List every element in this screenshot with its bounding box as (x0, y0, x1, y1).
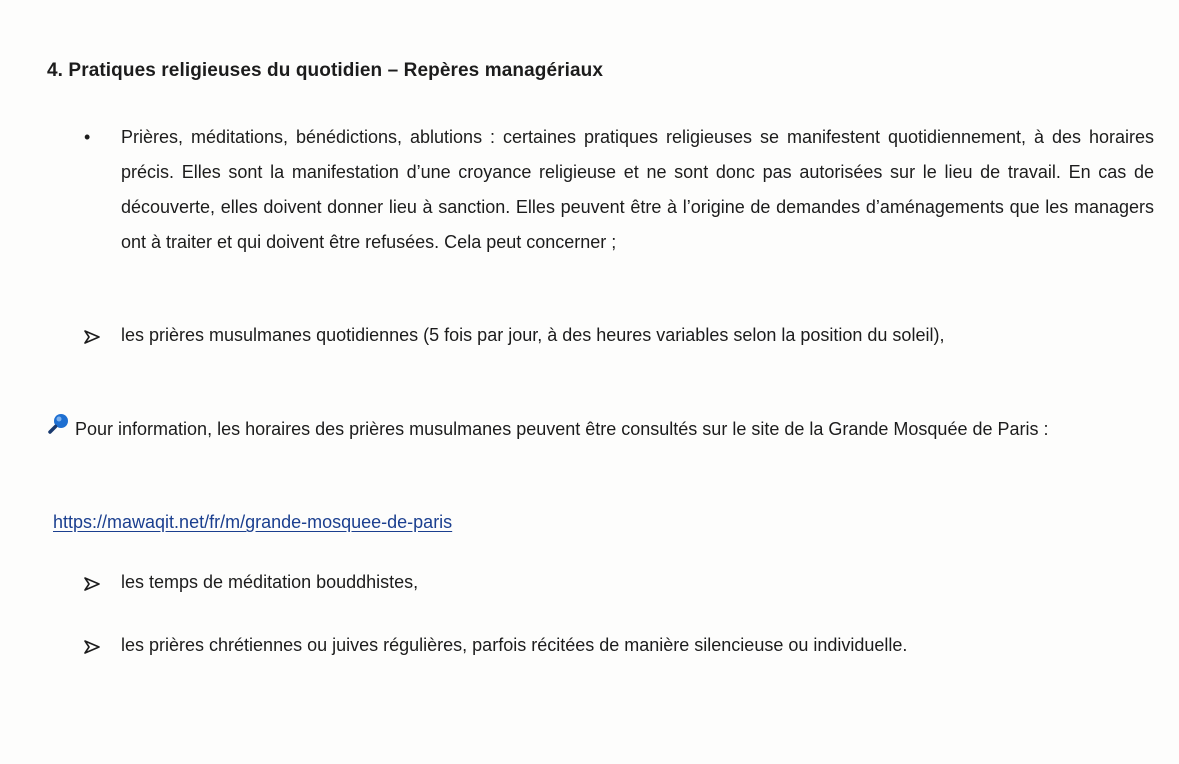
arrow-list-item (84, 565, 1154, 600)
info-paragraph (47, 412, 1157, 448)
arrow-bullet-icon (84, 318, 108, 353)
bullet-marker: • (84, 127, 91, 147)
arrow-item-text: les prières chrétiennes ou juives régulières, parfois récitées de manière silencieuse ou individuelle. (121, 635, 908, 655)
arrow-bullet-icon (84, 565, 108, 600)
arrow-list-item (84, 628, 1154, 663)
mosque-timetable-link[interactable]: https://mawaqit.net/fr/m/grande-mosquee-de-paris (53, 512, 453, 532)
info-text: Pour information, les horaires des prières musulmanes peuvent être consultés sur le site de la Grande Mosquée de Paris : (75, 419, 1049, 439)
arrow-list-item (84, 318, 1154, 353)
magnifying-glass-icon (47, 412, 75, 448)
arrow-item-text: les prières musulmanes quotidiennes (5 fois par jour, à des heures variables selon la position du soleil), (121, 325, 945, 345)
arrow-item-text: les temps de méditation bouddhistes, (121, 572, 419, 592)
bullet-item (84, 120, 1154, 260)
bullet-text: Prières, méditations, bénédictions, ablutions : certaines pratiques religieuses se manifestent quotidiennement, à des horaires précis. Elles sont la manifestation d’une croyance religieuse et ne sont donc pas autorisées sur le lieu de travail. En cas de découverte, elles doivent donner lieu à sanction. Elles peuvent être à l’origine de demandes d’aménagements que les managers ont à traiter et qui doivent être refusées. Cela peut concerner ; (121, 127, 1154, 252)
arrow-bullet-icon (84, 628, 108, 663)
section-heading: 4. Pratiques religieuses du quotidien – Repères managériaux (47, 60, 604, 81)
